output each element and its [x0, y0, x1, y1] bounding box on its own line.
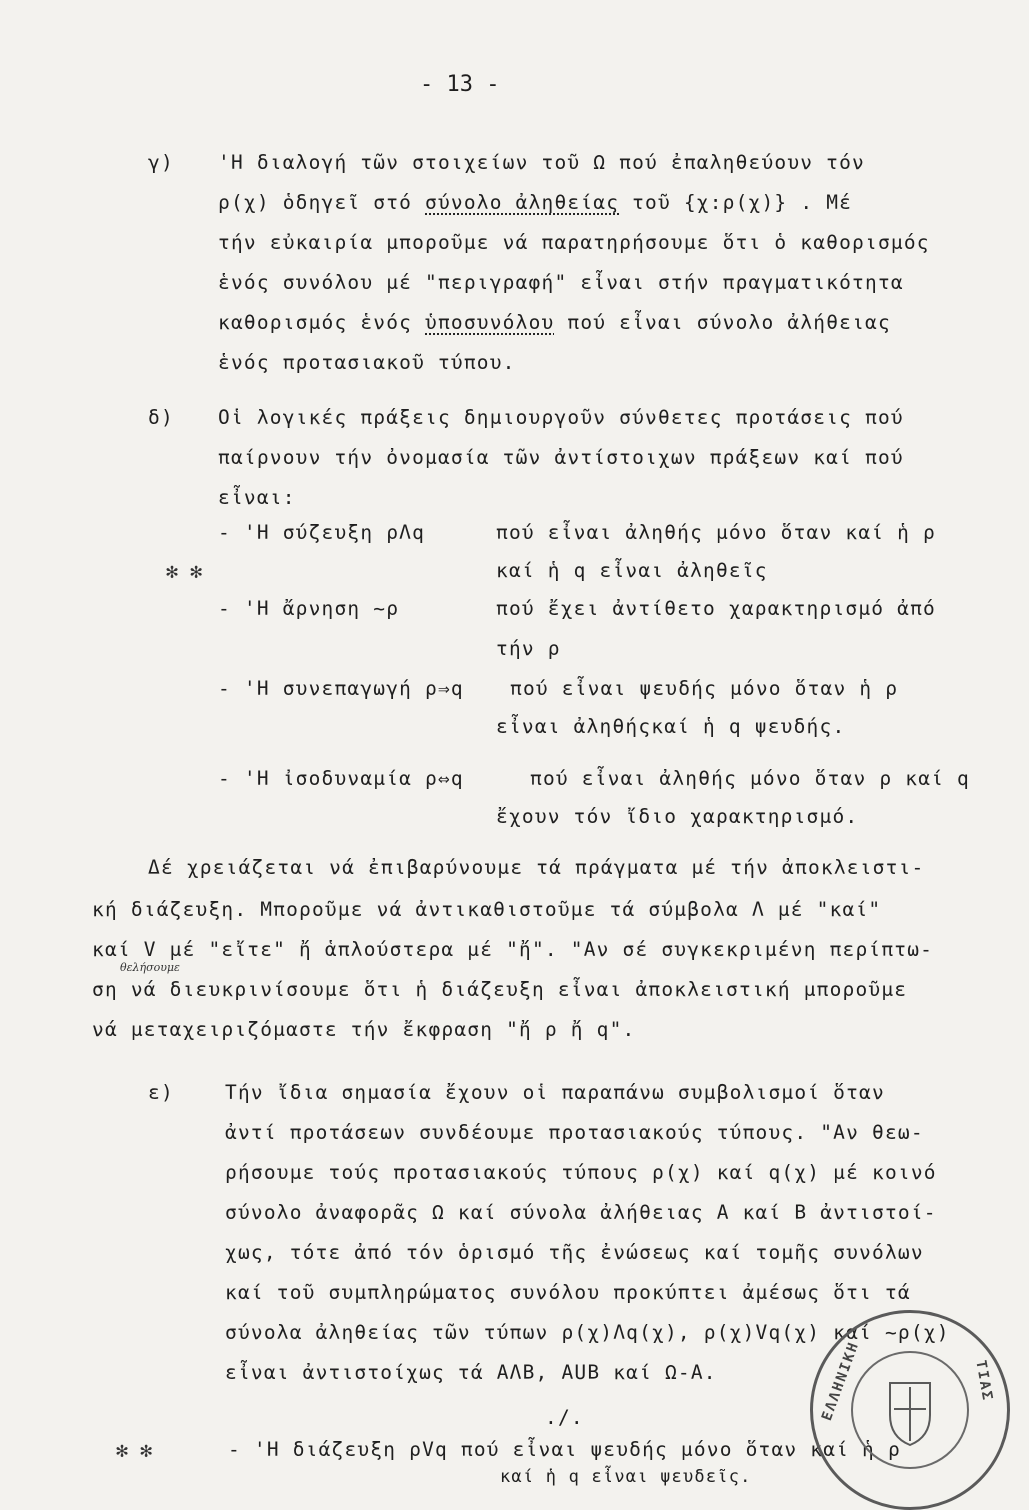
negation-name: - 'Η ἄρνηση ~ρ — [218, 597, 400, 620]
epsilon-line-7: σύνολα ἀληθείας τῶν τύπων ρ(χ)Λq(χ), ρ(χ)Vq(χ) καί ~ρ(χ) — [225, 1321, 950, 1344]
epsilon-line-8: εἶναι ἀντιστοίχως τά ΑΛΒ, ΑUΒ καί Ω-Α. — [225, 1361, 717, 1384]
equivalence-desc-2: ἔχουν τόν ἴδιο χαρακτηρισμό. — [496, 805, 859, 828]
stamp-side-text: ΤΙΑΣ — [972, 1359, 996, 1403]
paragraph-line-2: κή διάζευξη. Μποροῦμε νά ἀντικαθιστοῦμε τά σύμβολα Λ μέ "καί" — [92, 898, 882, 921]
margin-asterisk-marker: ✻ ✻ — [166, 559, 203, 583]
official-stamp — [810, 1310, 1010, 1510]
equivalence-desc-1: πού εἶναι ἀληθής μόνο ὅταν ρ καί q — [530, 767, 970, 790]
implication-desc-1: πού εἶναι ψευδής μόνο ὅταν ἡ ρ — [510, 677, 899, 700]
paragraph-line-1: Δέ χρειάζεται νά ἐπιβαρύνουμε τά πράγματα μέ τήν ἀποκλειστι- — [148, 856, 925, 879]
conjunction-desc-1: πού εἶναι ἀληθής μόνο ὅταν καί ἡ ρ — [496, 521, 936, 544]
footnote-asterisk-marker: ✻ ✻ — [116, 1438, 153, 1462]
footnote-line-2: καί ἡ q εἶναι ψευδεῖς. — [500, 1467, 752, 1487]
footnote-line-1: - 'Η διάζευξη ρVq πού εἶναι ψευδής μόνο ὅταν καί ἡ ρ — [228, 1438, 901, 1461]
implication-desc-2: εἶναι ἀληθήςκαί ἡ q ψευδής. — [496, 715, 846, 738]
term-subset: ὑποσυνόλου — [425, 311, 555, 334]
delta-line-2: παίρνουν τήν ὀνομασία τῶν ἀντίστοιχων πράξεων καί πού — [218, 446, 904, 469]
delta-line-1: Οἱ λογικές πράξεις δημιουργοῦν σύνθετες προτάσεις πού — [218, 406, 904, 429]
epsilon-line-6: καί τοῦ συμπληρώματος συνόλου προκύπτει ἀμέσως ὅτι τά — [225, 1281, 911, 1304]
gamma-line-1: 'Η διαλογή τῶν στοιχείων τοῦ Ω πού ἐπαληθεύουν τόν — [218, 151, 865, 174]
gamma-line-3: τήν εὐκαιρία μποροῦμε νά παρατηρήσουμε ὅτι ὁ καθορισμός — [218, 231, 930, 254]
section-epsilon-label: ε) — [148, 1081, 174, 1104]
section-delta-label: δ) — [148, 406, 174, 429]
negation-desc-1: πού ἔχει ἀντίθετο χαρακτηρισμό ἀπό — [496, 597, 936, 620]
equivalence-name: - 'Η ἰσοδυναμία ρ⇔q — [218, 767, 464, 790]
epsilon-line-2: ἀντί προτάσεων συνδέουμε προτασιακούς τύπους. "Αν θεω- — [225, 1121, 924, 1144]
stamp-arc-text: ΕΛΛΗΝΙΚΗ — [818, 1339, 863, 1423]
epsilon-line-5: χως, τότε ἀπό τόν ὁρισμό τῆς ἐνώσεως καί τομῆς συνόλων — [225, 1241, 924, 1264]
term-truth-set: σύνολο ἀληθείας — [425, 191, 620, 214]
paragraph-line-5: νά μεταχειριζόμαστε τήν ἔκφραση "ἤ ρ ἤ q". — [92, 1018, 636, 1041]
negation-desc-2: τήν ρ — [496, 637, 561, 660]
conjunction-desc-2: καί ἡ q εἶναι ἀληθεῖς — [496, 559, 768, 582]
epsilon-line-1: Τήν ἴδια σημασία ἔχουν οἱ παραπάνω συμβολισμοί ὅταν — [225, 1081, 885, 1104]
shield-icon — [853, 1353, 967, 1467]
implication-name: - 'Η συνεπαγωγή ρ⇒q — [218, 677, 464, 700]
paragraph-line-4: ση νά διευκρινίσουμε ὅτι ἡ διάζευξη εἶναι ἀποκλειστική μποροῦμε — [92, 978, 908, 1001]
paragraph-line-3: καί V μέ "εἴτε" ἤ ἁπλούστερα μέ "ἤ". "Αν σέ συγκεκριμένη περίπτω- — [92, 938, 934, 961]
handwritten-correction: θελήσουμε — [120, 961, 180, 974]
gamma-line-2: ρ(χ) ὁδηγεῖ στό σύνολο ἀληθείας τοῦ {χ:ρ(χ)} . Μέ — [218, 191, 853, 214]
gamma-line-5: καθορισμός ἑνός ὑποσυνόλου πού εἶναι σύνολο ἀλήθειας — [218, 311, 891, 334]
conjunction-name: - 'Η σύζευξη ρΛq — [218, 521, 426, 544]
gamma-line-6: ἑνός προτασιακοῦ τύπου. — [218, 351, 516, 374]
continuation-mark: ./. — [545, 1406, 584, 1429]
epsilon-line-3: ρήσουμε τούς προτασιακούς τύπους ρ(χ) καί q(χ) μέ κοινό — [225, 1161, 937, 1184]
page-number: - 13 - — [420, 72, 500, 97]
delta-line-3: εἶναι: — [218, 486, 296, 509]
epsilon-line-4: σύνολο ἀναφορᾶς Ω καί σύνολα ἀλήθειας Α καί Β ἀντιστοί- — [225, 1201, 937, 1224]
section-gamma-label: γ) — [148, 151, 174, 174]
gamma-line-4: ἑνός συνόλου μέ "περιγραφή" εἶναι στήν πραγματικότητα — [218, 271, 904, 294]
stamp-emblem — [851, 1351, 969, 1469]
